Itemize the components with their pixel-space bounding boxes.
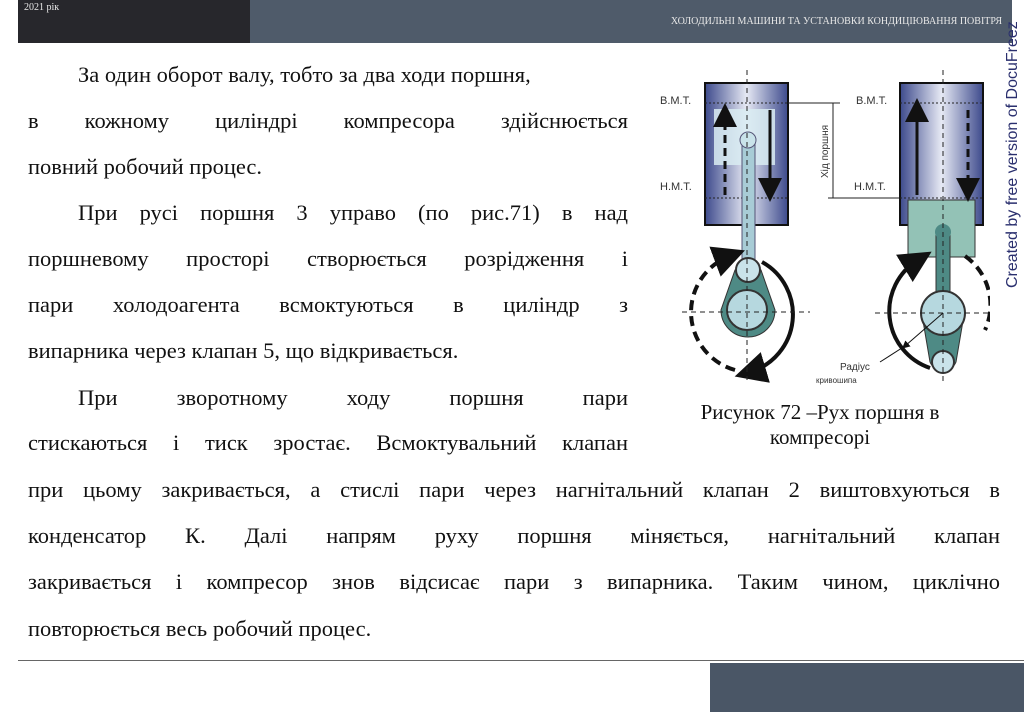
figure-caption-2: компресорі bbox=[769, 425, 871, 449]
text-line: повторюється весь робочий процес. bbox=[28, 616, 372, 641]
text-line: випарника через клапан 5, що відкривається. bbox=[28, 338, 459, 363]
header-year: 2021 рік bbox=[24, 2, 60, 13]
text-line: За один оборот валу, тобто за два ходи поршня, bbox=[78, 62, 531, 87]
radius-label: Радіус bbox=[840, 362, 870, 373]
figure-caption: Рисунок 72 –Рух поршня в bbox=[700, 400, 940, 424]
piston-diagram bbox=[650, 70, 990, 390]
bdc-label-right: Н.М.Т. bbox=[854, 181, 886, 193]
text-line: повний робочий процес. bbox=[28, 154, 263, 179]
text-line: стискаються і тиск зростає. Всмоктувальний клапан bbox=[28, 430, 628, 455]
footer-divider bbox=[18, 660, 1024, 661]
text-line: закривається і компресор знов відсисає пари з випарника. Таким чином, циклічно bbox=[28, 569, 1000, 594]
text-line: При русі поршня 3 управо (по рис.71) в над bbox=[78, 200, 628, 225]
text-line: конденсатор К. Далі напрям руху поршня міняється, нагнітальний клапан bbox=[28, 523, 1000, 548]
tdc-label-right: В.М.Т. bbox=[856, 95, 888, 107]
bdc-label-left: Н.М.Т. bbox=[660, 181, 692, 193]
text-line: в кожному циліндрі компресора здійснюється bbox=[28, 108, 628, 133]
text-line: при цьому закривається, а стислі пари через нагнітальний клапан 2 виштовхуються в bbox=[28, 477, 1000, 502]
text-line: пари холодоагента всмоктуються в циліндр з bbox=[28, 292, 628, 317]
tdc-label-left: В.М.Т. bbox=[660, 95, 692, 107]
text-line: поршневому просторі створюється розрідження і bbox=[28, 246, 628, 271]
radius-label-2: кривошипа bbox=[816, 376, 857, 385]
header-title: ХОЛОДИЛЬНІ МАШИНИ ТА УСТАНОВКИ КОНДИЦІЮВАННЯ ПОВІТРЯ bbox=[670, 16, 1002, 27]
watermark: Created by free version of DocuFreez bbox=[1004, 21, 1021, 288]
stroke-label: Хід поршня bbox=[820, 124, 831, 178]
footer-block bbox=[710, 663, 1024, 712]
text-line: При зворотному ходу поршня пари bbox=[78, 385, 628, 410]
